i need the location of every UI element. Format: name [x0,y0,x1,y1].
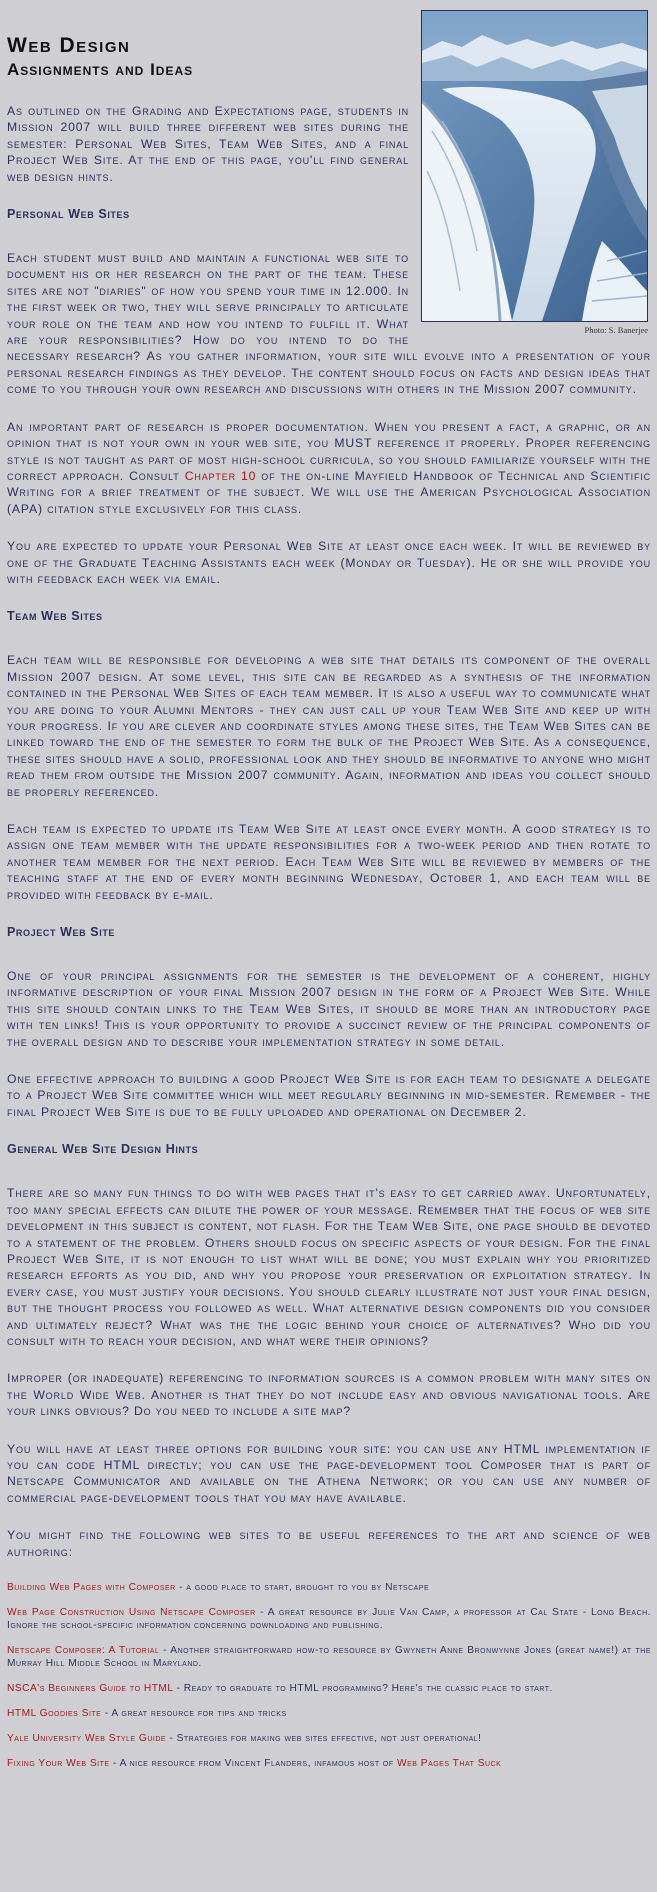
personal-paragraph-2-text-b: of the on-line Mayfield Handbook of Technical and Scientific Writing for a brief treatment of the subject. We will use the American Psychological Association (APA) citation style exclusively for this class. [7,468,652,516]
photo-figure [421,10,648,335]
project-paragraph-2: One effective approach to building a good Project Web Site is for each team to designate a delegate to a Project Web Site committee which will meet regularly beginning in mid-semester. Remember - the final Project Web Site is due to be fully uploaded and operational on December 2. [7,1072,651,1119]
reference-link[interactable]: Netscape Composer: A Tutorial [7,1645,160,1656]
reference-link[interactable]: Building Web Pages with Composer [7,1582,176,1593]
intro-paragraph: As outlined on the Grading and Expectations page, students in Mission 2007 will build three different web sites during the semester: Personal Web Sites, Team Web Sites, and a final Project Web Site. At the end of this page, you'll find general web design hints. [7,104,409,184]
personal-paragraph-2 [7,419,651,517]
team-paragraph-2: Each team is expected to update its Team Web Site at least once every month. A good strategy is to assign one team member with the update responsibilities for a two-week period and then rotate to another team member for the next period. Each Team Web Site will be reviewed by members of the teaching staff at the end of every month beginning Wednesday, October 1, and each team will be provided with feedback by e-mail. [7,822,651,902]
personal-paragraph-2-text-a: An important part of research is proper documentation. When you present a fact, a graphic, or an opinion that is not your own in your web site, you MUST reference it properly. Proper referencing style is not taught as part of most high-school curricula, so you should familiarize yourself with the correct approach. Consult [7,419,651,483]
personal-paragraph-3: You are expected to update your Personal Web Site at least once each week. It will be reviewed by one of the Graduate Teaching Assistants each week (Monday or Tuesday). He or she will provide you with feedback each week via email. [7,539,651,586]
list-item [7,1644,651,1670]
section-heading-team: Team Web Sites [7,609,103,624]
reference-description: - A great resource by Julie Van Camp, a professor at Cal State - Long Beach. Ignore the school-specific information concerning downloading and publishing. [7,1607,652,1631]
reference-link[interactable]: HTML Goodies Site [7,1708,102,1719]
personal-paragraph-1: Each student must build and maintain a functional web site to document his or her research on the part of the team. These sites are not "diaries" of how you spend your time in 12.000. In the first week or two, they will serve principally to articulate your role on the team and how you intend to fulfill it. What are your responsibilities? How do you intend to do the necessary research? As you gather information, your site will evolve into a presentation of your personal research findings as they develop. The content should focus on facts and design ideas that come to you through your own research and discussions with others in the Mission 2007 community. [7,251,651,397]
hints-paragraph-4: You might find the following web sites to be useful references to the art and science of web authoring: [7,1528,651,1559]
hints-paragraph-2: Improper (or inadequate) referencing to information sources is a common problem with many sites on the World Wide Web. Another is that they do not include easy and obvious navigational tools. Are your links obvious? Do you need to include a site map? [7,1371,651,1419]
team-paragraph-1: Each team will be responsible for developing a web site that details its component of the overall Mission 2007 design. At some level, this site can be regarded as a synthesis of the information contained in the Personal Web Sites of each team member. It is also a useful way to communicate what you are doing to your Alumni Mentors - they can just call up your Team Web Site and keep up with your progress. If you are clever and coordinate styles among these sites, the Team Web Sites can be linked toward the end of the semester to form the bulk of the Project Web Site. As a consequence, these sites should have a solid, professional look and they should be informative to anyone who might read them from outside the Mission 2007 community. Again, information and ideas you collect should be properly referenced. [7,653,651,799]
reference-description: - Ready to graduate to HTML programming? Here's the classic place to start. [173,1683,553,1694]
page-subtitle: Assignments and Ideas [7,60,194,79]
hints-paragraph-1: There are so many fun things to do with web pages that it's easy to get carried away. Unfortunately, too many special effects can dilute the power of your message. Remember that the focus of web site development in this subject is content, not flash. For the Team Web Site, one page should be devoted to a statement of the problem. Others should focus on specific aspects of your design. For the final Project Web Site, it is not enough to list what will be done; you must explain why you prioritized research efforts as you did, and why you propose your preservation or exploitation strategy. In every case, you must justify your decisions. You should clearly illustrate not just your final design, but the thought process you followed as well. What alternative design components did you consider and ultimately reject? What was the the logic behind your choice of alternatives? Who did you consult with to reach your decision, and what were their opinions? [7,1186,651,1348]
section-heading-project: Project Web Site [7,925,116,940]
section-heading-personal: Personal Web Sites [7,207,130,222]
reference-list [7,1581,651,1770]
reference-description: - Strategies for making web sites effective, not just operational! [166,1733,482,1744]
list-item [7,1606,651,1632]
chapter-10-link[interactable]: Chapter 10 [184,468,257,483]
page-title: Web Design [7,34,131,57]
hints-paragraph-3: You will have at least three options for building your site: you can use any HTML implementation if you can code HTML directly; you can use the page-development tool Composer that is part of Netscape Communicator and available on the Athena Network; or you can use any number of commercial page-development tools that you may have available. [7,1441,651,1505]
glacier-photo [421,10,648,322]
list-item [7,1682,651,1695]
reference-description: - A great resource for tips and tricks [101,1708,287,1719]
reference-link[interactable]: NSCA's Beginners Guide to HTML [7,1683,174,1694]
list-item [7,1707,651,1720]
reference-link[interactable]: Fixing Your Web Site [7,1758,110,1769]
photo-credit: Photo: S. Banerjee [584,325,648,335]
reference-link[interactable]: Web Page Construction Using Netscape Composer [7,1607,256,1618]
reference-description: - Another straightforward how-to resource by Gwyneth Anne Bronwynne Jones (great name!) at the Murray Hill Middle School in Maryland. [7,1645,651,1669]
section-heading-hints: General Web Site Design Hints [7,1142,199,1157]
reference-description: - a good place to start, brought to you by Netscape [175,1582,430,1593]
list-item [7,1732,651,1745]
reference-description: - A nice resource from Vincent Flanders, infamous host of [109,1758,397,1769]
project-paragraph-1: One of your principal assignments for the semester is the development of a coherent, highly informative description of your final Mission 2007 design in the form of a Project Web Site. While this site should contain links to the Team Web Sites, it should be more than an introductory page with ten links! This is your opportunity to provide a succinct review of the principal components of the overall design and to describe your implementation strategy in some detail. [7,969,651,1049]
reference-link[interactable]: Yale University Web Style Guide [7,1733,167,1744]
list-item [7,1757,651,1770]
web-pages-that-suck-link[interactable]: Web Pages That Suck [396,1758,502,1769]
list-item [7,1581,651,1594]
